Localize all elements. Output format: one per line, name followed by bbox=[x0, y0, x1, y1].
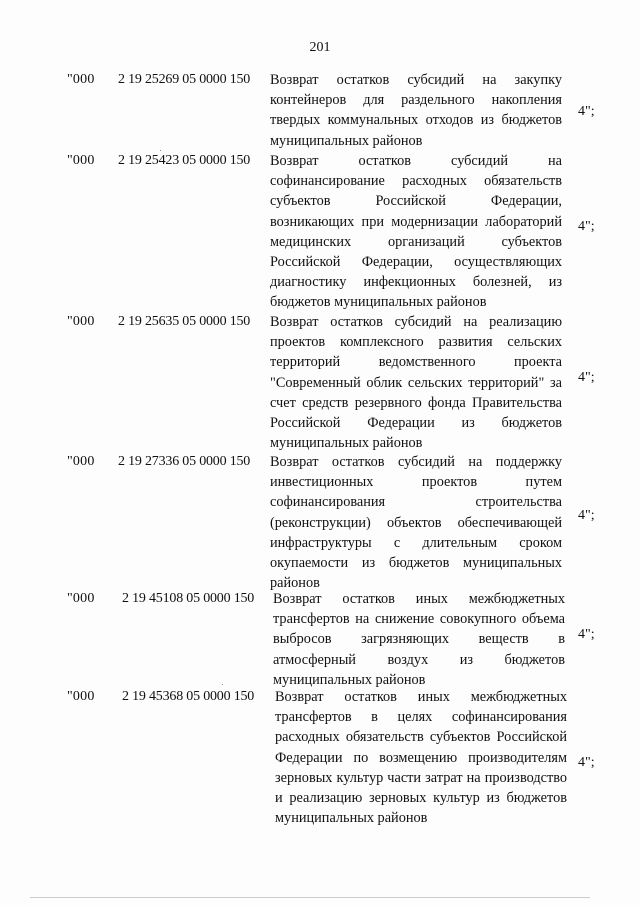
scan-edge-line bbox=[30, 897, 590, 898]
row-description: Возврат остатков иных межбюджетных трансфертов на снижение совокупного объема выбросов загрязняющих веществ в атмосферный воздух из бюджетов муниципальных районов bbox=[273, 591, 565, 688]
admin-code: "000 bbox=[67, 153, 95, 168]
budget-classification-code: 2 19 25635 05 0000 150 bbox=[118, 314, 251, 329]
admin-code: "000 bbox=[67, 689, 95, 704]
admin-code: "000 bbox=[67, 591, 95, 606]
budget-classification-code: 2 19 45108 05 0000 150 bbox=[122, 591, 255, 606]
row-suffix: 4"; bbox=[578, 508, 595, 523]
row-description: Возврат остатков субсидий на закупку контейнеров для раздельного накопления твердых коммунальных отходов из бюджетов муниципальных районов bbox=[270, 72, 562, 149]
budget-classification-code: 2 19 25423 05 0000 150 bbox=[118, 153, 251, 168]
admin-code: "000 bbox=[67, 314, 95, 329]
row-description: Возврат остатков иных межбюджетных трансфертов в целях софинансирования расходных обязательств субъектов Российской Федерации по возмещению производителям зерновых культур части затрат на производство и реализацию зерновых культур из бюджетов муниципальных районов bbox=[275, 689, 567, 827]
admin-code: "000 bbox=[67, 72, 95, 87]
page-number: 201 bbox=[309, 40, 331, 55]
admin-code: "000 bbox=[67, 454, 95, 469]
budget-classification-code: 2 19 45368 05 0000 150 bbox=[122, 689, 255, 704]
scan-speck bbox=[222, 684, 223, 685]
budget-classification-code: 2 19 25269 05 0000 150 bbox=[118, 72, 251, 87]
row-description: Возврат остатков субсидий на поддержку инвестиционных проектов путем софинансирования строительства (реконструкции) объектов обеспечивающей инфраструктуры с длительным сроком окупаемости из бюджетов муниципальных районов bbox=[270, 454, 562, 592]
row-suffix: 4"; bbox=[578, 755, 595, 770]
row-suffix: 4"; bbox=[578, 219, 595, 234]
scan-speck bbox=[160, 150, 161, 151]
budget-classification-code: 2 19 27336 05 0000 150 bbox=[118, 454, 251, 469]
row-suffix: 4"; bbox=[578, 104, 595, 119]
row-suffix: 4"; bbox=[578, 370, 595, 385]
row-suffix: 4"; bbox=[578, 627, 595, 642]
row-description: Возврат остатков субсидий на софинансирование расходных обязательств субъектов Российской Федерации, возникающих при модернизации лабораторий медицинских организаций субъектов Российской Федерации, осуществляющих диагностику инфекционных болезней, из бюджетов муниципальных районов bbox=[270, 153, 562, 311]
row-description: Возврат остатков субсидий на реализацию проектов комплексного развития сельских территорий ведомственного проекта "Современный облик сельских территорий" за счет средств резервного фонда Правительства Российской Федерации из бюджетов муниципальных районов bbox=[270, 314, 562, 452]
